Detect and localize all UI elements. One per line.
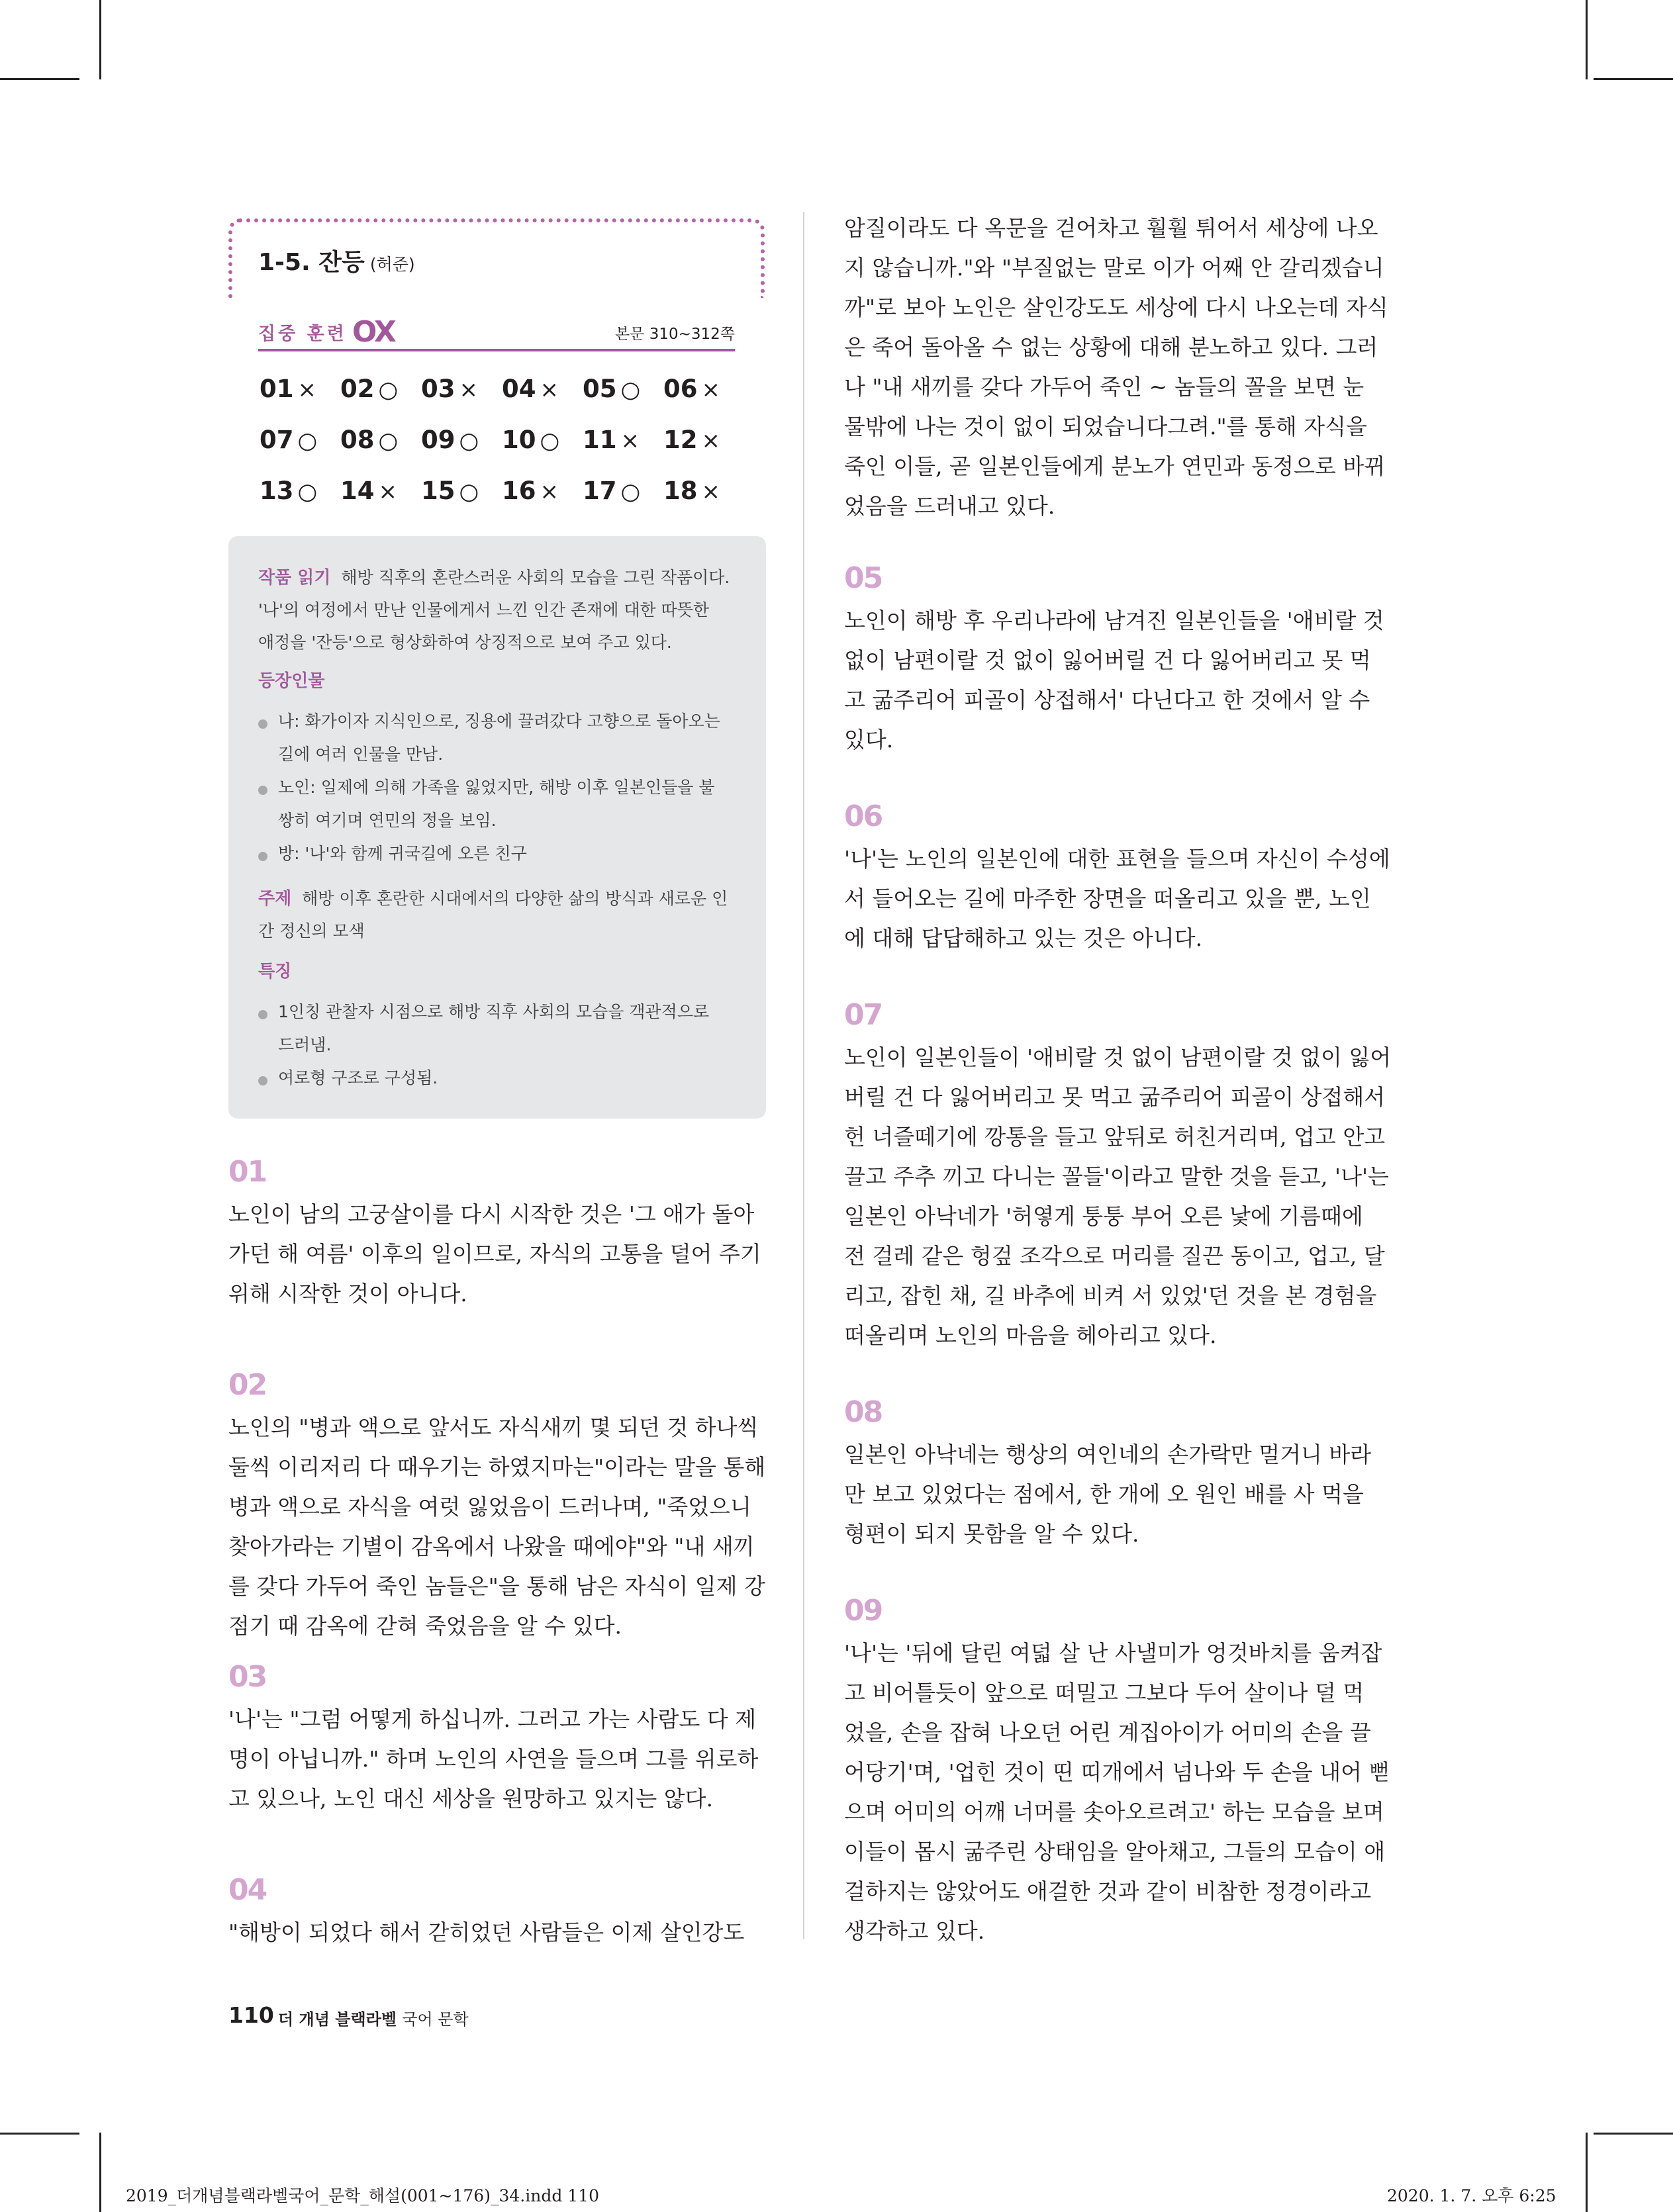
crop-mark (0, 2133, 79, 2135)
date-slug: 2020. 1. 7. 오후 6:25 (1387, 2186, 1556, 2205)
explanation-line: 생각하고 있다. (844, 1918, 985, 1944)
answer-item (663, 426, 744, 477)
answer-number: 17 (583, 477, 617, 505)
training-header (258, 315, 735, 349)
character-item: 길에 여러 인물을 만남. (278, 745, 444, 764)
training-label: 집중 훈련 (258, 324, 347, 344)
explanation-line: 었을, 손을 잡혀 나오던 어린 계집아이가 어미의 손을 끌 (844, 1720, 1371, 1745)
answer-item (340, 477, 421, 528)
feature-item: 드러냄. (278, 1035, 332, 1054)
explanation-line: '나'는 "그럼 어떻게 하십니까. 그러고 가는 사람도 다 제 (228, 1706, 757, 1732)
explanation-line: 으며 어미의 어깨 너머를 솟아오르려고' 하는 모습을 보며 (844, 1799, 1384, 1825)
file-slug: 2019_더개념블랙라벨국어_문학_해설(001~176)_34.indd 110 (126, 2186, 599, 2205)
answer-number: 10 (502, 426, 536, 454)
theme-line (258, 882, 728, 915)
explanation-line: 은 죽어 돌아올 수 없는 상황에 대해 분노하고 있다. 그러 (844, 334, 1378, 360)
answer-item (260, 375, 340, 426)
section-number: 05 (844, 561, 883, 595)
section-number: 08 (844, 1395, 883, 1429)
answer-number: 11 (583, 426, 617, 454)
explanation-line: 가던 해 여름' 이후의 일이므로, 자식의 고통을 덜어 주기 (228, 1241, 761, 1267)
explanation-line: 전 걸레 같은 헝겊 조각으로 머리를 질끈 동이고, 업고, 달 (844, 1243, 1385, 1269)
feature-item: 1인칭 관찰자 시점으로 해방 직후 사회의 모습을 객관적으로 (278, 1002, 710, 1021)
explanation-line: 헌 너즐떼기에 깡통을 들고 앞뒤로 허친거리며, 업고 안고 (844, 1124, 1386, 1150)
reading-label: 작품 읽기 (258, 568, 331, 588)
explanation-line: 리고, 잡힌 채, 길 바추에 비켜 서 있었'던 것을 본 경험을 (844, 1283, 1377, 1309)
character-item: 노인: 일제에 의해 가족을 잃었지만, 해방 이후 일본인들을 불 (278, 778, 715, 797)
reading-line (258, 561, 730, 594)
answer-item (502, 375, 583, 426)
column-divider (803, 212, 804, 1939)
answer-item (340, 375, 421, 426)
answer-mark: ○ (620, 479, 641, 505)
answer-row (260, 375, 749, 426)
answer-number: 15 (421, 477, 455, 505)
bullet-dot (258, 719, 267, 729)
explanation-line: 일본인 아낙네가 '허옇게 퉁퉁 부어 오른 낯에 기름때에 (844, 1203, 1363, 1229)
crop-mark (99, 2133, 101, 2212)
work-info-box (228, 536, 766, 1119)
answer-number: 01 (260, 375, 294, 403)
answer-item (421, 477, 502, 528)
explanation-line: 병과 액으로 자식을 여럿 잃었음이 드러나며, "죽었으니 (228, 1494, 751, 1520)
character-item: 나: 화가이자 지식인으로, 징용에 끌려갔다 고향으로 돌아오는 (278, 712, 720, 731)
answer-number: 08 (340, 426, 375, 454)
explanation-line: 일본인 아낙네는 행상의 여인네의 손가락만 멀거니 바라 (844, 1442, 1372, 1467)
answer-mark: × (701, 479, 720, 505)
answer-mark: ○ (378, 428, 399, 454)
answer-mark: × (378, 479, 397, 505)
bullet-dot (258, 1076, 267, 1085)
section-number: 01 (228, 1155, 267, 1189)
answer-item (583, 375, 663, 426)
explanation-line: 고 굶주리어 피골이 상접해서' 다닌다고 한 것에서 알 수 (844, 687, 1370, 713)
answer-item (502, 426, 583, 477)
answer-item (663, 375, 744, 426)
section-number: 02 (228, 1368, 267, 1402)
answer-number: 07 (260, 426, 294, 454)
explanation-line: 형편이 되지 못함을 알 수 있다. (844, 1521, 1139, 1547)
answer-mark: ○ (297, 479, 318, 505)
theme-text: 해방 이후 혼란한 시대에서의 다양한 삶의 방식과 새로운 인 (302, 889, 728, 908)
answer-mark: × (540, 479, 559, 505)
section-number: 04 (228, 1873, 267, 1907)
theme-label: 주제 (258, 889, 292, 909)
explanation-line: 만 보고 있었다는 점에서, 한 개에 오 원인 배를 사 먹을 (844, 1481, 1364, 1507)
explanation-line: 명이 아닙니까." 하며 노인의 사연을 들으며 그를 위로하 (228, 1746, 759, 1772)
book-title-bold: 더 개념 블랙라벨 (278, 2010, 397, 2029)
section-number: 03 (228, 1660, 267, 1694)
page-number: 110 (228, 2002, 274, 2028)
explanation-line: 이들이 몹시 굶주린 상태임을 알아채고, 그들의 모습이 애 (844, 1839, 1386, 1865)
answer-item (260, 426, 340, 477)
explanation-line: 고 있으나, 노인 대신 세상을 원망하고 있지는 않다. (228, 1786, 713, 1812)
crop-mark (1594, 78, 1673, 80)
bullet-dot (258, 1010, 267, 1019)
answer-mark: × (701, 428, 720, 454)
characters-label: 등장인물 (258, 671, 325, 691)
answer-number: 06 (663, 375, 698, 403)
answer-item (663, 477, 744, 528)
crop-mark (0, 78, 79, 80)
answer-item (502, 477, 583, 528)
answer-item (340, 426, 421, 477)
explanation-line: 서 들어오는 길에 마주한 장면을 떠올리고 있을 뿐, 노인 (844, 886, 1371, 911)
answer-mark: × (701, 377, 720, 403)
explanation-line: 위해 시작한 것이 아니다. (228, 1281, 467, 1307)
page-title (258, 244, 415, 277)
training-underline (258, 349, 735, 351)
answer-mark: × (540, 377, 559, 403)
answer-item (421, 426, 502, 477)
explanation-line: '나'는 노인의 일본인에 대한 표현을 들으며 자신이 수성에 (844, 846, 1390, 872)
answer-mark: ○ (459, 479, 479, 505)
answer-number: 14 (340, 477, 375, 505)
explanation-line: 지 않습니까."와 "부질없는 말로 이가 어째 안 갈리겠습니 (844, 255, 1384, 281)
crop-mark (99, 0, 101, 79)
crop-mark (1586, 0, 1588, 79)
explanation-line: 버릴 건 다 잃어버리고 못 먹고 굶주리어 피골이 상접해서 (844, 1084, 1386, 1110)
explanation-line: 까"로 보아 노인은 살인강도도 세상에 다시 나오는데 자식 (844, 295, 1388, 320)
answer-number: 03 (421, 375, 455, 403)
answer-number: 12 (663, 426, 698, 454)
reading-line: '나'의 여정에서 만난 인물에게서 느낀 인간 존재에 대한 따뜻한 (258, 600, 710, 620)
theme-line: 간 정신의 모색 (258, 921, 365, 941)
explanation-line: 떠올리며 노인의 마음을 헤아리고 있다. (844, 1322, 1217, 1348)
answer-mark: ○ (378, 377, 399, 403)
explanation-line: 점기 때 감옥에 갇혀 죽었음을 알 수 있다. (228, 1613, 622, 1639)
answer-item (260, 477, 340, 528)
explanation-line: 둘씩 이리저리 다 때우기는 하였지마는"이라는 말을 통해 (228, 1454, 766, 1480)
explanation-line: 암질이라도 다 옥문을 걷어차고 훨훨 튀어서 세상에 나오 (844, 215, 1378, 241)
answer-mark: × (620, 428, 640, 454)
title-label: 1-5. 잔등 (258, 249, 365, 276)
answer-mark: ○ (540, 428, 560, 454)
explanation-line: 없이 남편이랄 것 없이 잃어버릴 건 다 잃어버리고 못 먹 (844, 647, 1371, 673)
explanation-line: 노인이 남의 고궁살이를 다시 시작한 것은 '그 애가 돌아 (228, 1201, 755, 1227)
answer-grid (260, 375, 749, 528)
section-number: 07 (844, 998, 883, 1032)
answer-number: 04 (502, 375, 536, 403)
explanation-line: 걸하지는 않았어도 애걸한 것과 같이 비참한 정경이라고 (844, 1878, 1372, 1904)
title-author: (허준) (369, 255, 415, 274)
explanation-line: "해방이 되었다 해서 갇히었던 사람들은 이제 살인강도 (228, 1919, 745, 1945)
explanation-line: 어당기'며, '업힌 것이 띤 띠개에서 넘나와 두 손을 내어 뻗 (844, 1759, 1390, 1785)
answer-row (260, 477, 749, 528)
explanation-line: 었음을 드러내고 있다. (844, 493, 1055, 519)
answer-mark: ○ (620, 377, 641, 403)
answer-mark: ○ (297, 428, 318, 454)
bullet-dot (258, 852, 267, 861)
bullet-dot (258, 786, 267, 795)
explanation-line: 를 갖다 가두어 죽인 놈들은"을 통해 남은 자식이 일제 강 (228, 1573, 765, 1599)
answer-number: 13 (260, 477, 294, 505)
character-item: 방: '나'와 함께 귀국길에 오른 친구 (278, 844, 527, 863)
book-title-light: 국어 문학 (402, 2010, 469, 2029)
explanation-line: 죽인 이들, 곧 일본인들에게 분노가 연민과 동정으로 바뀌 (844, 453, 1386, 479)
answer-mark: × (297, 377, 316, 403)
answer-number: 05 (583, 375, 617, 403)
answer-item (583, 477, 663, 528)
training-reference: 본문 310~312쪽 (614, 326, 735, 343)
explanation-line: 나 "내 새끼를 갖다 가두어 죽인 ~ 놈들의 꼴을 보면 눈 (844, 374, 1364, 400)
answer-number: 16 (502, 477, 536, 505)
crop-mark (1594, 2133, 1673, 2135)
explanation-line: 노인의 "병과 액으로 앞서도 자식새끼 몇 되던 것 하나씩 (228, 1414, 759, 1440)
features-label: 특징 (258, 962, 292, 982)
reading-text: 해방 직후의 혼란스러운 사회의 모습을 그린 작품이다. (341, 568, 730, 587)
character-item: 쌍히 여기며 연민의 정을 보임. (278, 811, 497, 830)
explanation-line: 찾아가라는 기별이 감옥에서 나왔을 때에야"와 "내 새끼 (228, 1534, 755, 1559)
explanation-line: 고 비어틀듯이 앞으로 떠밀고 그보다 두어 살이나 덜 먹 (844, 1680, 1364, 1706)
answer-mark: ○ (459, 428, 479, 454)
answer-number: 09 (421, 426, 455, 454)
answer-row (260, 426, 749, 477)
explanation-line: 물밖에 나는 것이 없이 되었습니다그려."를 통해 자식을 (844, 414, 1367, 439)
feature-item: 여로형 구조로 구성됨. (278, 1068, 438, 1087)
ox-badge: OX (352, 315, 395, 349)
answer-number: 18 (663, 477, 698, 505)
explanation-line: 노인이 일본인들이 '애비랄 것 없이 남편이랄 것 없이 잃어 (844, 1044, 1392, 1070)
explanation-line: 에 대해 답답해하고 있는 것은 아니다. (844, 925, 1203, 951)
answer-item (583, 426, 663, 477)
book-title (278, 2006, 469, 2029)
answer-number: 02 (340, 375, 375, 403)
crop-mark (1586, 2133, 1588, 2212)
section-number: 09 (844, 1594, 883, 1628)
reading-line: 애정을 '잔등'으로 형상화하여 상징적으로 보여 주고 있다. (258, 633, 672, 652)
explanation-line: '나'는 '뒤에 달린 여덟 살 난 사낼미가 엉것바치를 움켜잡 (844, 1640, 1382, 1666)
explanation-line: 노인이 해방 후 우리나라에 남겨진 일본인들을 '애비랄 것 (844, 608, 1384, 633)
section-number: 06 (844, 800, 883, 833)
answer-item (421, 375, 502, 426)
answer-mark: × (459, 377, 478, 403)
explanation-line: 있다. (844, 727, 894, 753)
explanation-line: 끌고 주추 끼고 다니는 꼴들'이라고 말한 것을 듣고, '나'는 (844, 1164, 1389, 1189)
